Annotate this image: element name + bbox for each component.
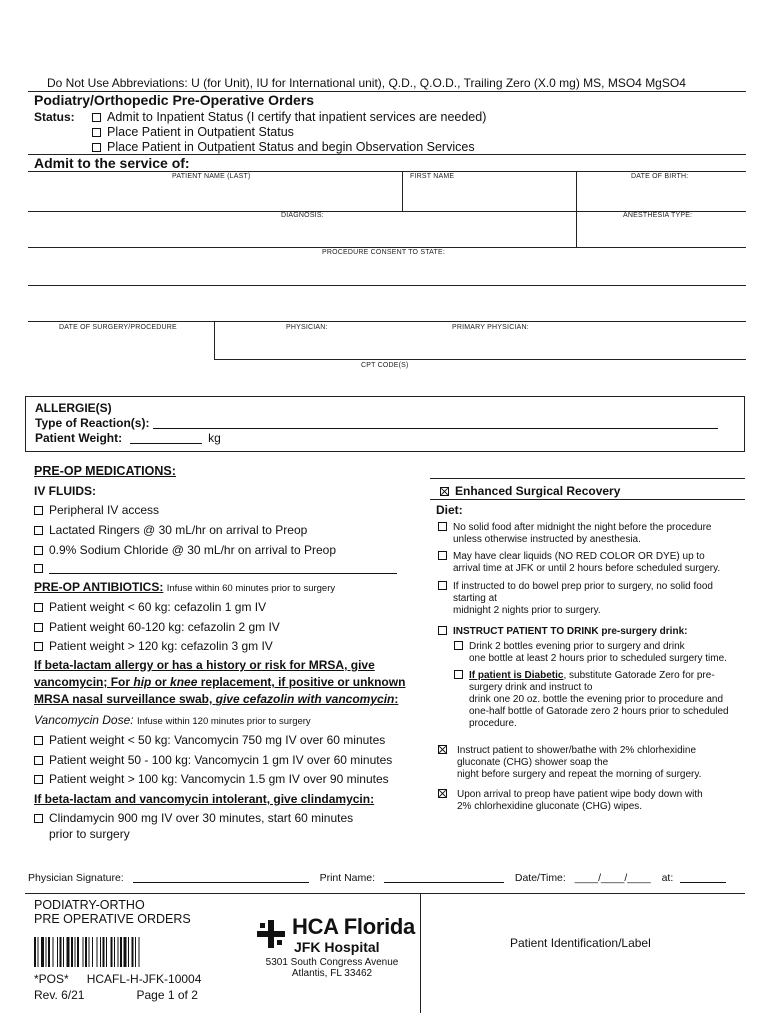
mrsa-text: : — [394, 692, 399, 706]
chg-text: Upon arrival to preop have patient wipe body down with — [457, 789, 703, 800]
drink-text: one-half bottle of Gatorade zero 2 hours prior to scheduled — [469, 706, 729, 717]
preop-heading: PRE-OP MEDICATIONS: — [34, 464, 176, 478]
divider — [28, 321, 746, 322]
barcode-bar — [48, 937, 50, 967]
barcode-bar — [77, 937, 79, 967]
checkbox[interactable] — [34, 603, 43, 612]
mrsa-text: vancomycin; For — [34, 675, 134, 689]
patient-last-name-label: PATIENT NAME (LAST) — [172, 173, 251, 180]
esr-heading-row[interactable] — [440, 484, 620, 498]
abbreviation-notice: Do Not Use Abbreviations: U (for Unit), IU for International unit), Q.D., Q.O.D., Trailing Zero (X.0 mg) MS, MSO4 MgSO4 — [47, 76, 686, 90]
diet-text: arrival time at JFK or until 2 hours before scheduled surgery. — [453, 563, 721, 574]
checkbox[interactable] — [34, 506, 43, 515]
abx-item[interactable] — [34, 620, 280, 634]
time-line[interactable] — [680, 882, 726, 883]
mrsa-line-3 — [34, 692, 398, 706]
status-option-inpatient[interactable] — [92, 110, 486, 124]
barcode-bar — [53, 937, 54, 967]
weight-line — [130, 443, 202, 444]
time-at-label: at: — [661, 872, 674, 884]
barcode-bar — [100, 937, 101, 967]
vanco-item[interactable] — [34, 733, 385, 747]
clindamycin-label-cont: prior to surgery — [49, 827, 130, 841]
cpt-codes-label: CPT CODE(S) — [361, 362, 409, 369]
divider — [576, 171, 577, 247]
vanco-item[interactable] — [34, 753, 392, 767]
barcode-bars — [34, 937, 140, 967]
drink-item-diabetic[interactable] — [454, 670, 729, 730]
patient-id-label: Patient Identification/Label — [510, 936, 651, 950]
drink-heading-row[interactable] — [438, 626, 687, 638]
chg-shower-item[interactable] — [438, 745, 701, 781]
status-option-label: Place Patient in Outpatient Status and begin Observation Services — [107, 140, 475, 154]
vanco-item-label: Patient weight 50 - 100 kg: Vancomycin 1 gm IV over 60 minutes — [49, 753, 393, 767]
barcode-bar — [106, 937, 107, 967]
divider — [28, 285, 746, 286]
checkbox[interactable] — [438, 626, 447, 635]
footer-form-title — [34, 898, 191, 926]
iv-item[interactable] — [34, 543, 336, 557]
divider — [214, 359, 746, 360]
divider — [214, 321, 215, 359]
print-name-line[interactable] — [384, 882, 504, 883]
physician-label: PHYSICIAN: — [286, 324, 328, 331]
barcode-bar — [120, 937, 122, 967]
reaction-field[interactable] — [35, 416, 718, 430]
signature-row — [28, 872, 726, 884]
status-option-label: Place Patient in Outpatient Status — [107, 125, 294, 139]
chg-text: night before surgery and repeat the morning of surgery. — [457, 769, 702, 780]
barcode-bar — [85, 937, 87, 967]
mrsa-text: hip — [133, 675, 152, 689]
checkbox[interactable] — [34, 642, 43, 651]
divider — [430, 499, 745, 500]
drink-text: one bottle at least 2 hours prior to scheduled surgery time. — [469, 653, 727, 664]
diet-text: starting at — [453, 593, 497, 604]
barcode-bar — [135, 937, 136, 967]
barcode-bar — [67, 937, 70, 967]
status-option-label: Admit to Inpatient Status (I certify that inpatient services are needed) — [107, 110, 487, 124]
drink-text: , substitute Gatorade Zero for pre- — [563, 670, 715, 681]
checked-checkbox[interactable] — [440, 487, 449, 496]
barcode-bar — [60, 937, 62, 967]
checkbox[interactable] — [92, 128, 101, 137]
checked-checkbox[interactable] — [438, 745, 447, 754]
barcode-bar — [103, 937, 105, 967]
weight-unit: kg — [208, 431, 221, 445]
footer-code-row — [34, 972, 201, 986]
barcode-bar — [41, 937, 44, 967]
checkbox[interactable] — [92, 143, 101, 152]
barcode-bar — [118, 937, 119, 967]
clindamycin-label: Clindamycin 900 mg IV over 30 minutes, start 60 minutes — [49, 811, 354, 825]
datetime-field[interactable]: ____/____/____ — [574, 872, 651, 884]
reaction-line — [153, 428, 718, 429]
checkbox[interactable] — [34, 756, 43, 765]
checkbox[interactable] — [438, 581, 447, 590]
form-title: Podiatry/Orthopedic Pre-Operative Orders — [34, 92, 315, 108]
mrsa-text: MRSA nasal surveillance swab, — [34, 692, 216, 706]
checkbox[interactable] — [92, 113, 101, 122]
drink-item[interactable] — [454, 641, 727, 665]
drink-text: surgery drink and instruct to — [469, 682, 593, 693]
chg-wipe-item[interactable] — [438, 789, 703, 813]
barcode-bar — [75, 937, 76, 967]
diet-text: unless otherwise instructed by anesthesia. — [453, 534, 641, 545]
form-code: HCAFL-H-JFK-10004 — [86, 972, 202, 986]
checkbox[interactable] — [454, 641, 463, 650]
chg-text: 2% chlorhexidine gluconate (CHG) wipes. — [457, 801, 643, 812]
barcode-bar — [89, 937, 90, 967]
drink-text: procedure. — [469, 718, 517, 729]
checkbox[interactable] — [454, 670, 463, 679]
checkbox[interactable] — [34, 623, 43, 632]
status-option-observation[interactable] — [92, 140, 475, 154]
anesthesia-type-label: ANESTHESIA TYPE: — [623, 212, 693, 219]
abx-item[interactable] — [34, 600, 266, 614]
diet-item[interactable] — [438, 581, 713, 617]
procedure-consent-label: PROCEDURE CONSENT TO STATE: — [322, 249, 445, 256]
checked-checkbox[interactable] — [438, 789, 447, 798]
abx-item-label: Patient weight < 60 kg: cefazolin 1 gm IV — [49, 600, 267, 614]
barcode-bar — [111, 937, 113, 967]
abx-item[interactable] — [34, 639, 273, 653]
barcode-bar — [128, 937, 129, 967]
clindamycin-item[interactable] — [34, 811, 353, 825]
barcode-bar — [57, 937, 58, 967]
antibiotics-heading: PRE-OP ANTIBIOTICS: — [34, 580, 164, 594]
physician-signature-label: Physician Signature: — [28, 872, 124, 884]
barcode-bar — [63, 937, 64, 967]
mrsa-line-2 — [34, 675, 405, 689]
footer-rev-row — [34, 988, 198, 1002]
divider — [28, 247, 746, 248]
checkbox[interactable] — [438, 551, 447, 560]
barcode-bar — [83, 937, 84, 967]
physician-signature-line[interactable] — [133, 882, 309, 883]
barcode-bar — [38, 937, 39, 967]
footer-divider — [25, 893, 745, 894]
drink-text: drink one 20 oz. bottle the evening prior to procedure and — [469, 694, 724, 705]
checkbox[interactable] — [34, 564, 43, 573]
diet-text: May have clear liquids (NO RED COLOR OR DYE) up to — [453, 551, 705, 562]
reaction-label: Type of Reaction(s): — [35, 416, 150, 430]
antibiotics-heading-row — [34, 580, 335, 594]
weight-field[interactable] — [35, 431, 221, 445]
barcode-bar — [139, 937, 140, 967]
checkbox[interactable] — [34, 775, 43, 784]
chg-text: gluconate (CHG) shower soap the — [457, 757, 609, 768]
blank-line — [49, 573, 397, 574]
vanco-dose-note: Infuse within 120 minutes prior to surgery — [136, 716, 311, 727]
vanco-item-label: Patient weight > 100 kg: Vancomycin 1.5 gm IV over 90 minutes — [49, 772, 389, 786]
print-name-label: Print Name: — [319, 872, 376, 884]
first-name-label: FIRST NAME — [410, 173, 455, 180]
diet-text: If instructed to do bowel prep prior to surgery, no solid food — [453, 581, 713, 592]
address-line: 5301 South Congress Avenue — [265, 957, 399, 968]
status-option-outpatient[interactable] — [92, 125, 294, 139]
diet-text: No solid food after midnight the night before the procedure — [453, 522, 712, 533]
abx-item-label: Patient weight 60-120 kg: cefazolin 2 gm IV — [49, 620, 280, 634]
barcode-bar — [46, 937, 47, 967]
diet-label: Diet: — [436, 503, 463, 517]
vanco-item-label: Patient weight < 50 kg: Vancomycin 750 mg IV over 60 minutes — [49, 733, 386, 747]
divider — [402, 171, 403, 211]
address-line: Atlantis, FL 33462 — [291, 968, 373, 979]
mrsa-text: or — [151, 675, 171, 689]
iv-item[interactable] — [34, 503, 159, 517]
hca-logo-icon — [255, 918, 287, 950]
mrsa-text: knee — [170, 675, 198, 689]
barcode-bar — [114, 937, 115, 967]
barcode-bar — [97, 937, 98, 967]
clindamycin-heading: If beta-lactam and vancomycin intolerant, give clindamycin: — [34, 792, 375, 806]
divider — [430, 478, 745, 479]
checkbox[interactable] — [438, 522, 447, 531]
revision: Rev. 6/21 — [34, 988, 85, 1002]
barcode-bar — [132, 937, 134, 967]
divider — [28, 171, 746, 172]
barcode-bar — [34, 937, 36, 967]
vanco-item[interactable] — [34, 772, 389, 786]
barcode — [34, 937, 204, 967]
pos-code: *POS* — [34, 972, 69, 986]
iv-fluids-heading: IV FLUIDS: — [34, 484, 96, 498]
iv-item-label: Peripheral IV access — [49, 503, 160, 517]
logo-jfk-hospital: JFK Hospital — [294, 939, 380, 955]
footer-divider — [420, 893, 421, 1013]
barcode-bar — [124, 937, 127, 967]
checkbox[interactable] — [34, 814, 43, 823]
allergies-title: ALLERGIE(S) — [35, 401, 112, 415]
checkbox[interactable] — [34, 546, 43, 555]
drink-heading: INSTRUCT PATIENT TO DRINK pre-surgery drink: — [453, 626, 688, 637]
form-title-line: PRE OPERATIVE ORDERS — [34, 912, 191, 926]
abx-item-label: Patient weight > 120 kg: cefazolin 3 gm IV — [49, 639, 273, 653]
diagnosis-label: DIAGNOSIS: — [281, 212, 324, 219]
diet-item[interactable] — [438, 522, 712, 546]
barcode-bar — [92, 937, 93, 967]
mrsa-line-1: If beta-lactam allergy or has a history or risk for MRSA, give — [34, 658, 375, 672]
vanco-dose-label: Vancomycin Dose: — [34, 713, 134, 727]
vanco-dose-row — [34, 713, 311, 727]
esr-heading: Enhanced Surgical Recovery — [455, 484, 621, 498]
logo-hca-florida: HCA Florida — [292, 914, 415, 939]
admit-heading: Admit to the service of: — [34, 155, 190, 171]
mrsa-text: replacement, if positive or unknown — [197, 675, 406, 689]
diet-item[interactable] — [438, 551, 720, 575]
iv-item[interactable] — [34, 523, 307, 537]
iv-item-blank[interactable] — [34, 561, 397, 575]
page-number: Page 1 of 2 — [136, 988, 198, 1002]
primary-physician-label: PRIMARY PHYSICIAN: — [452, 324, 529, 331]
diet-text: midnight 2 nights prior to surgery. — [453, 605, 601, 616]
weight-label: Patient Weight: — [35, 431, 123, 445]
checkbox[interactable] — [34, 736, 43, 745]
hospital-address — [262, 957, 402, 979]
iv-item-label: Lactated Ringers @ 30 mL/hr on arrival to Preop — [49, 523, 308, 537]
iv-item-label: 0.9% Sodium Chloride @ 30 mL/hr on arrival to Preop — [49, 543, 336, 557]
form-title-line: PODIATRY-ORTHO — [34, 898, 145, 912]
status-label: Status: — [34, 110, 75, 124]
barcode-bar — [71, 937, 73, 967]
drink-text: If patient is Diabetic — [469, 670, 564, 681]
datetime-label: Date/Time: — [514, 872, 566, 884]
drink-text: Drink 2 bottles evening prior to surgery and drink — [469, 641, 685, 652]
checkbox[interactable] — [34, 526, 43, 535]
mrsa-text: give cefazolin with vancomycin — [215, 692, 395, 706]
chg-text: Instruct patient to shower/bathe with 2% chlorhexidine — [457, 745, 697, 756]
date-of-surgery-label: DATE OF SURGERY/PROCEDURE — [59, 324, 177, 331]
dob-label: DATE OF BIRTH: — [631, 173, 689, 180]
antibiotics-note: Infuse within 60 minutes prior to surgery — [166, 583, 336, 594]
